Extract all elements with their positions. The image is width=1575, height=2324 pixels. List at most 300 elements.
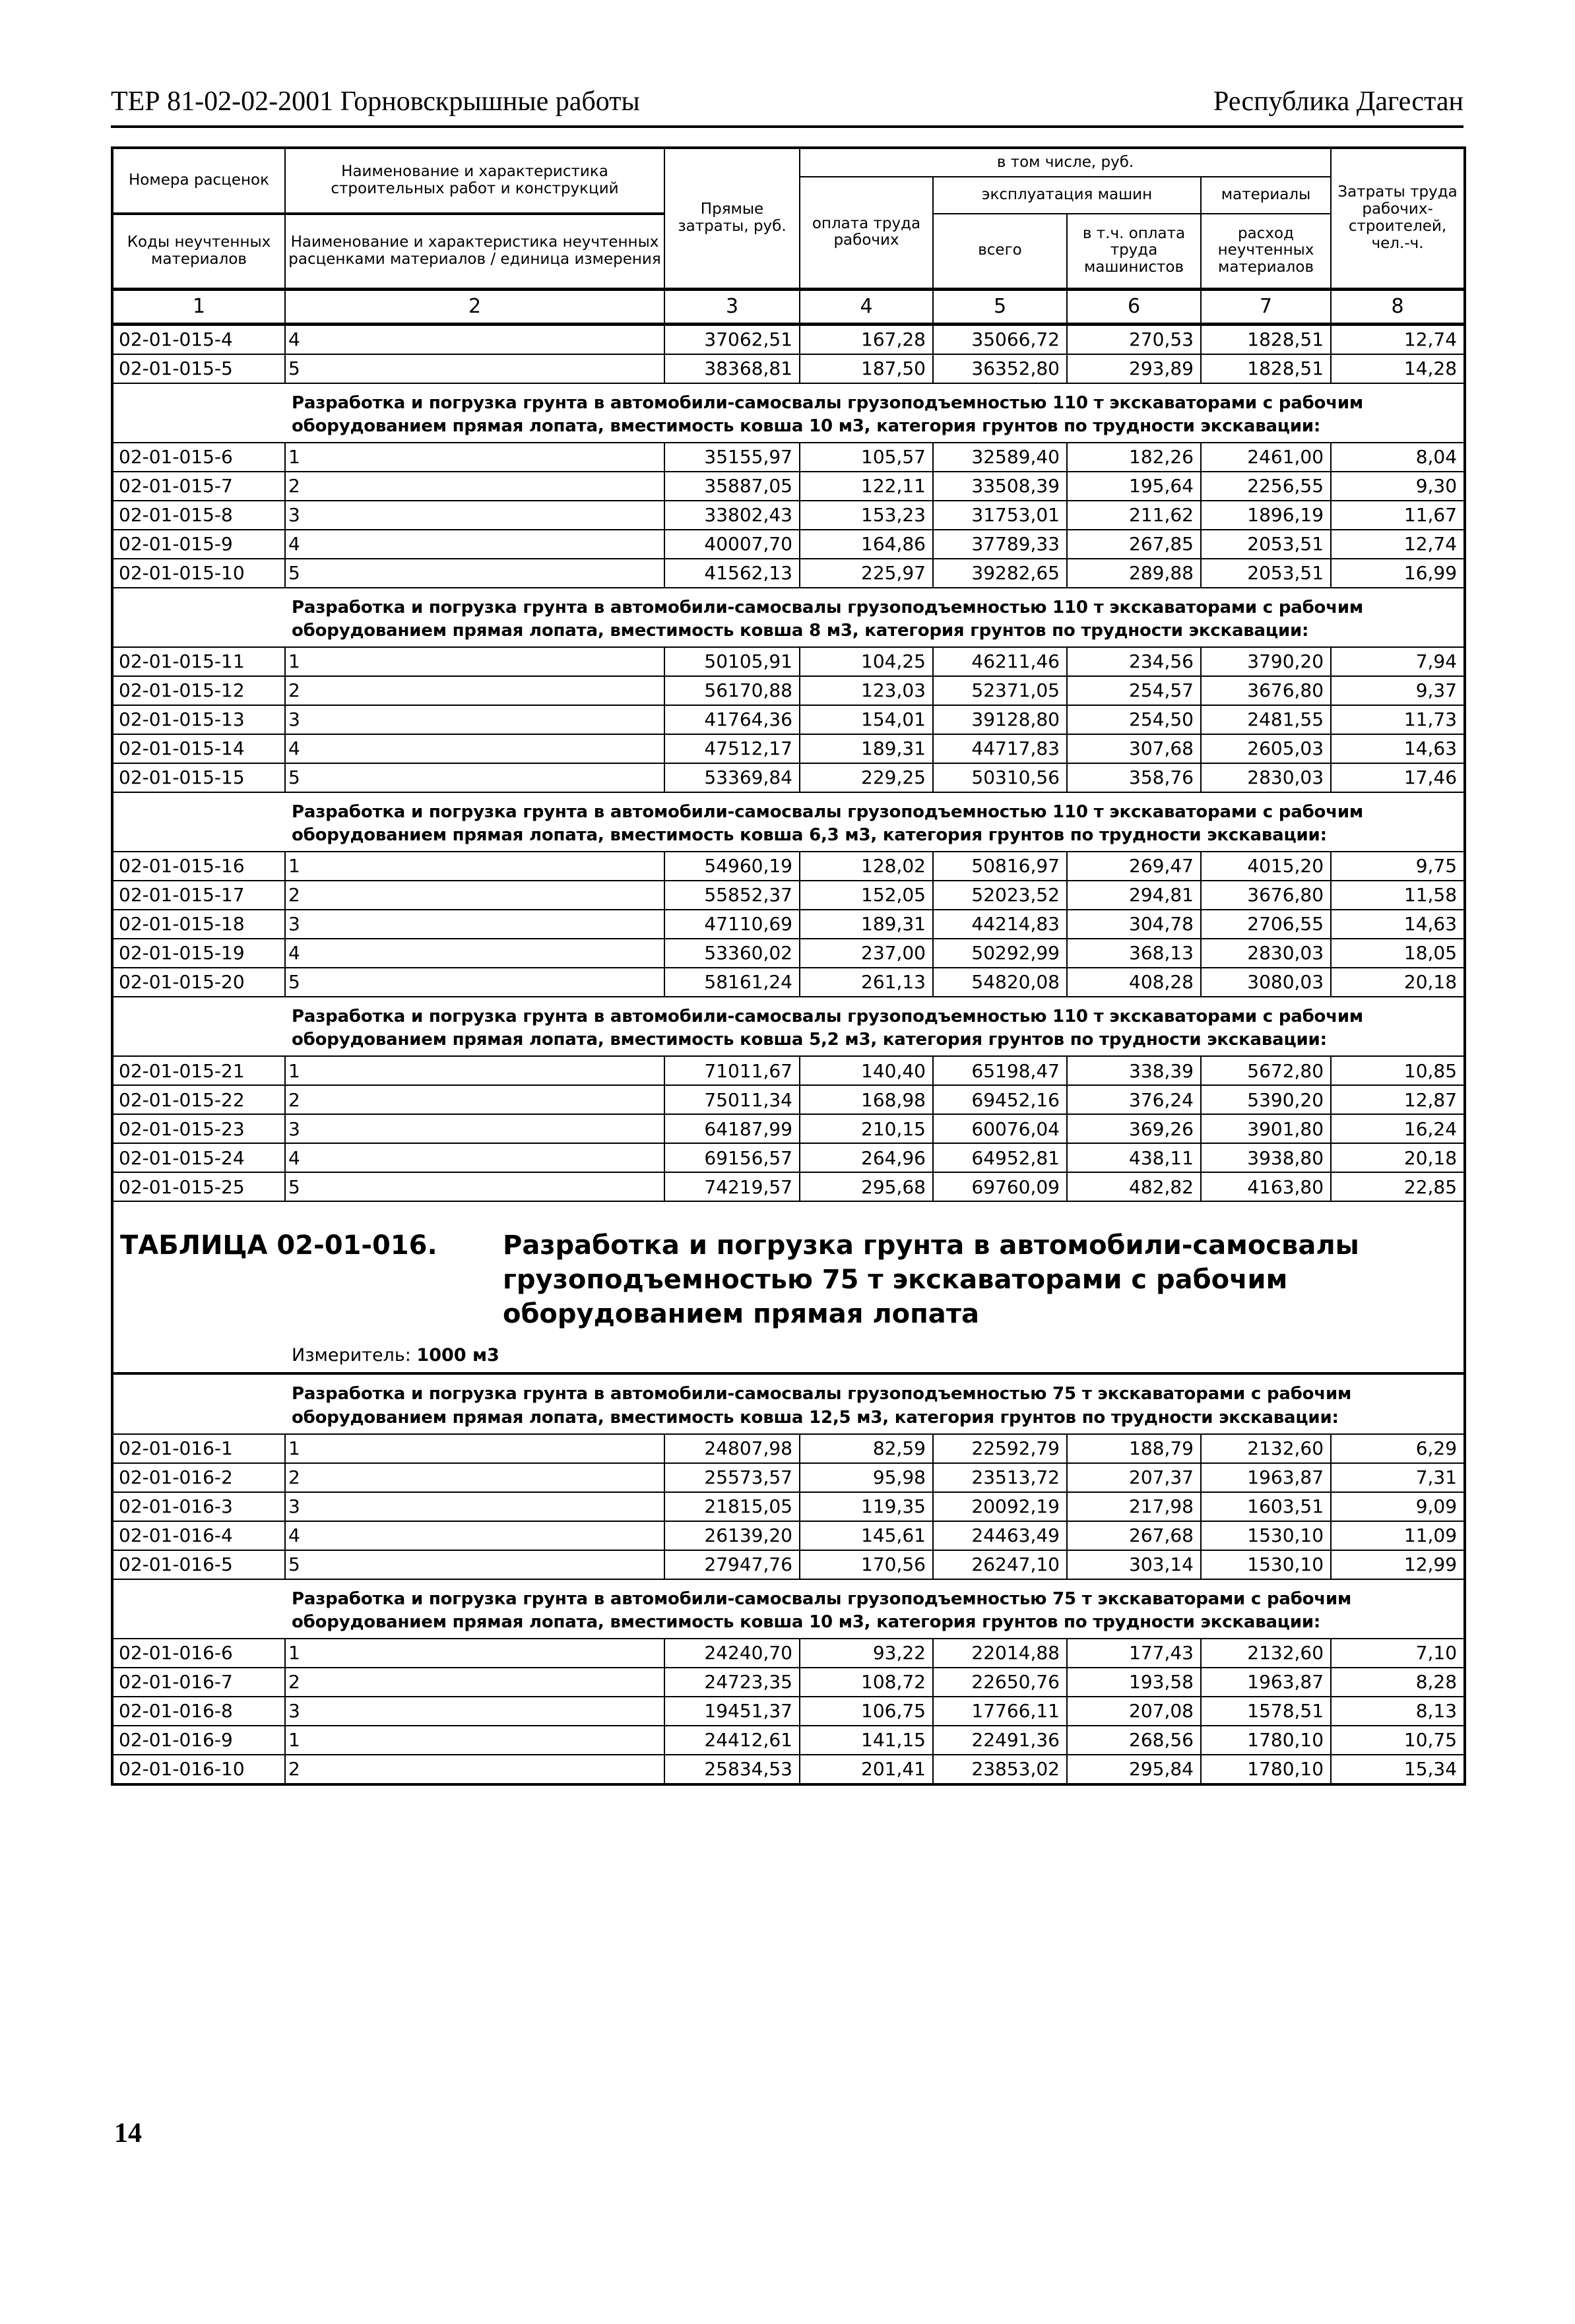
labor-hours-cell: 20,18 <box>1331 1143 1465 1172</box>
rate-code-cell: 02-01-016-5 <box>112 1550 285 1579</box>
rate-code-cell: 02-01-015-25 <box>112 1172 285 1201</box>
machinist-pay-cell: 438,11 <box>1067 1143 1201 1172</box>
table-row <box>112 1755 1465 1784</box>
machines-total-cell: 23853,02 <box>933 1755 1067 1784</box>
section-header <box>112 383 1465 443</box>
machinist-pay-cell: 338,39 <box>1067 1056 1201 1085</box>
machines-total-cell: 44717,83 <box>933 734 1067 763</box>
rate-code-cell: 02-01-015-23 <box>112 1114 285 1143</box>
direct-costs-cell: 24807,98 <box>664 1434 800 1463</box>
rate-code-cell: 02-01-016-8 <box>112 1697 285 1726</box>
rate-code-cell: 02-01-016-3 <box>112 1492 285 1521</box>
direct-costs-cell: 47110,69 <box>664 910 800 939</box>
variant-cell: 2 <box>285 881 664 910</box>
machinist-pay-cell: 177,43 <box>1067 1639 1201 1668</box>
header-worker-pay: оплата труда рабочих <box>800 177 933 289</box>
machinist-pay-cell: 182,26 <box>1067 443 1201 472</box>
worker-pay-cell: 167,28 <box>800 324 933 354</box>
worker-pay-cell: 153,23 <box>800 501 933 530</box>
table-row <box>112 1143 1465 1172</box>
machinist-pay-cell: 289,88 <box>1067 559 1201 588</box>
table-row <box>112 1172 1465 1201</box>
machines-total-cell: 37789,33 <box>933 530 1067 559</box>
rate-code-cell: 02-01-015-24 <box>112 1143 285 1172</box>
variant-cell: 4 <box>285 530 664 559</box>
labor-hours-cell: 11,58 <box>1331 881 1465 910</box>
material-consumption-cell: 2132,60 <box>1201 1639 1331 1668</box>
table-row <box>112 1726 1465 1755</box>
worker-pay-cell: 128,02 <box>800 852 933 881</box>
header-machinist-pay: в т.ч. оплата труда машинистов <box>1067 214 1201 289</box>
worker-pay-cell: 164,86 <box>800 530 933 559</box>
section-header <box>112 1579 1465 1639</box>
table-body <box>112 324 1465 1784</box>
measure-label: Измеритель: <box>292 1345 411 1366</box>
header-material-name: Наименование и характеристика неучтенных расценками материалов / единица измерения <box>285 214 664 289</box>
direct-costs-cell: 64187,99 <box>664 1114 800 1143</box>
machinist-pay-cell: 368,13 <box>1067 939 1201 968</box>
variant-cell: 5 <box>285 559 664 588</box>
material-consumption-cell: 1780,10 <box>1201 1755 1331 1784</box>
section-header <box>112 1373 1465 1433</box>
worker-pay-cell: 154,01 <box>800 705 933 734</box>
material-consumption-cell: 2481,55 <box>1201 705 1331 734</box>
table-row <box>112 530 1465 559</box>
machines-total-cell: 22592,79 <box>933 1434 1067 1463</box>
table-row <box>112 472 1465 501</box>
worker-pay-cell: 95,98 <box>800 1463 933 1492</box>
material-consumption-cell: 3901,80 <box>1201 1114 1331 1143</box>
worker-pay-cell: 237,00 <box>800 939 933 968</box>
material-consumption-cell: 5672,80 <box>1201 1056 1331 1085</box>
machinist-pay-cell: 193,58 <box>1067 1668 1201 1697</box>
machinist-pay-cell: 195,64 <box>1067 472 1201 501</box>
direct-costs-cell: 53369,84 <box>664 763 800 792</box>
rate-code-cell: 02-01-015-19 <box>112 939 285 968</box>
machinist-pay-cell: 293,89 <box>1067 354 1201 383</box>
material-consumption-cell: 1963,87 <box>1201 1463 1331 1492</box>
labor-hours-cell: 9,09 <box>1331 1492 1465 1521</box>
col-num-7: 7 <box>1201 289 1331 324</box>
worker-pay-cell: 201,41 <box>800 1755 933 1784</box>
rate-code-cell: 02-01-016-4 <box>112 1521 285 1550</box>
labor-hours-cell: 6,29 <box>1331 1434 1465 1463</box>
column-numbers-row <box>112 289 1465 324</box>
machines-total-cell: 69452,16 <box>933 1085 1067 1114</box>
machines-total-cell: 39282,65 <box>933 559 1067 588</box>
worker-pay-cell: 106,75 <box>800 1697 933 1726</box>
machines-total-cell: 44214,83 <box>933 910 1067 939</box>
rate-code-cell: 02-01-015-11 <box>112 647 285 676</box>
rate-code-cell: 02-01-015-5 <box>112 354 285 383</box>
direct-costs-cell: 54960,19 <box>664 852 800 881</box>
variant-cell: 1 <box>285 1056 664 1085</box>
col-num-6: 6 <box>1067 289 1201 324</box>
rate-code-cell: 02-01-015-18 <box>112 910 285 939</box>
labor-hours-cell: 11,67 <box>1331 501 1465 530</box>
table-row <box>112 559 1465 588</box>
machinist-pay-cell: 267,85 <box>1067 530 1201 559</box>
table-row <box>112 443 1465 472</box>
machinist-pay-cell: 207,37 <box>1067 1463 1201 1492</box>
machines-total-cell: 52023,52 <box>933 881 1067 910</box>
variant-cell: 2 <box>285 472 664 501</box>
material-consumption-cell: 1896,19 <box>1201 501 1331 530</box>
rate-code-cell: 02-01-015-9 <box>112 530 285 559</box>
section-description: Разработка и погрузка грунта в автомобили-самосвалы грузоподъемностью 75 т экскаваторами с рабочим оборудованием прямая лопата, вместимость ковша 10 м3, категория грунтов по трудности экскавации: <box>285 1579 1465 1639</box>
table-row <box>112 939 1465 968</box>
machines-total-cell: 50310,56 <box>933 763 1067 792</box>
material-consumption-cell: 2461,00 <box>1201 443 1331 472</box>
machinist-pay-cell: 294,81 <box>1067 881 1201 910</box>
direct-costs-cell: 74219,57 <box>664 1172 800 1201</box>
table-row <box>112 881 1465 910</box>
variant-cell: 4 <box>285 939 664 968</box>
header-including: в том числе, руб. <box>800 148 1331 177</box>
table-row <box>112 1521 1465 1550</box>
machines-total-cell: 22014,88 <box>933 1639 1067 1668</box>
rate-code-cell: 02-01-015-15 <box>112 763 285 792</box>
machines-total-cell: 50816,97 <box>933 852 1067 881</box>
material-consumption-cell: 3676,80 <box>1201 881 1331 910</box>
worker-pay-cell: 295,68 <box>800 1172 933 1201</box>
table-row <box>112 734 1465 763</box>
header-labor-hours: Затраты труда рабочих-строителей, чел.-ч. <box>1331 148 1465 289</box>
labor-hours-cell: 12,74 <box>1331 530 1465 559</box>
table-header <box>112 148 1465 324</box>
labor-hours-cell: 14,28 <box>1331 354 1465 383</box>
col-num-8: 8 <box>1331 289 1465 324</box>
worker-pay-cell: 264,96 <box>800 1143 933 1172</box>
machines-total-cell: 64952,81 <box>933 1143 1067 1172</box>
direct-costs-cell: 69156,57 <box>664 1143 800 1172</box>
variant-cell: 2 <box>285 1755 664 1784</box>
machines-total-cell: 23513,72 <box>933 1463 1067 1492</box>
rate-code-cell: 02-01-016-10 <box>112 1755 285 1784</box>
variant-cell: 1 <box>285 852 664 881</box>
material-consumption-cell: 2053,51 <box>1201 530 1331 559</box>
header-direct-costs: Прямые затраты, руб. <box>664 148 800 289</box>
material-consumption-cell: 3080,03 <box>1201 968 1331 997</box>
rates-table <box>111 146 1466 1786</box>
material-consumption-cell: 1603,51 <box>1201 1492 1331 1521</box>
material-consumption-cell: 2256,55 <box>1201 472 1331 501</box>
direct-costs-cell: 24412,61 <box>664 1726 800 1755</box>
material-consumption-cell: 3676,80 <box>1201 676 1331 705</box>
header-material-consumption: расход неучтенных материалов <box>1201 214 1331 289</box>
machinist-pay-cell: 408,28 <box>1067 968 1201 997</box>
material-consumption-cell: 3790,20 <box>1201 647 1331 676</box>
material-consumption-cell: 1780,10 <box>1201 1726 1331 1755</box>
section-spacer <box>112 383 285 443</box>
section-spacer <box>112 792 285 852</box>
direct-costs-cell: 55852,37 <box>664 881 800 910</box>
labor-hours-cell: 11,73 <box>1331 705 1465 734</box>
direct-costs-cell: 56170,88 <box>664 676 800 705</box>
table-row <box>112 1056 1465 1085</box>
labor-hours-cell: 8,28 <box>1331 1668 1465 1697</box>
variant-cell: 4 <box>285 1521 664 1550</box>
material-consumption-cell: 2132,60 <box>1201 1434 1331 1463</box>
rate-code-cell: 02-01-015-6 <box>112 443 285 472</box>
direct-costs-cell: 37062,51 <box>664 324 800 354</box>
rate-code-cell: 02-01-015-20 <box>112 968 285 997</box>
machines-total-cell: 22650,76 <box>933 1668 1067 1697</box>
machines-total-cell: 33508,39 <box>933 472 1067 501</box>
material-consumption-cell: 1963,87 <box>1201 1668 1331 1697</box>
worker-pay-cell: 229,25 <box>800 763 933 792</box>
region-name: Республика Дагестан <box>1213 86 1463 117</box>
table-row <box>112 676 1465 705</box>
material-consumption-cell: 2605,03 <box>1201 734 1331 763</box>
worker-pay-cell: 82,59 <box>800 1434 933 1463</box>
direct-costs-cell: 19451,37 <box>664 1697 800 1726</box>
machinist-pay-cell: 269,47 <box>1067 852 1201 881</box>
labor-hours-cell: 20,18 <box>1331 968 1465 997</box>
machinist-pay-cell: 188,79 <box>1067 1434 1201 1463</box>
table-row <box>112 910 1465 939</box>
machines-total-cell: 52371,05 <box>933 676 1067 705</box>
header-materials: материалы <box>1201 177 1331 214</box>
machinist-pay-cell: 270,53 <box>1067 324 1201 354</box>
variant-cell: 5 <box>285 968 664 997</box>
rate-code-cell: 02-01-016-1 <box>112 1434 285 1463</box>
rate-code-cell: 02-01-016-9 <box>112 1726 285 1755</box>
labor-hours-cell: 22,85 <box>1331 1172 1465 1201</box>
col-num-5: 5 <box>933 289 1067 324</box>
labor-hours-cell: 9,75 <box>1331 852 1465 881</box>
section-spacer <box>112 1579 285 1639</box>
machinist-pay-cell: 304,78 <box>1067 910 1201 939</box>
labor-hours-cell: 7,10 <box>1331 1639 1465 1668</box>
labor-hours-cell: 10,75 <box>1331 1726 1465 1755</box>
worker-pay-cell: 145,61 <box>800 1521 933 1550</box>
labor-hours-cell: 11,09 <box>1331 1521 1465 1550</box>
variant-cell: 1 <box>285 1639 664 1668</box>
page-number: 14 <box>114 2118 142 2149</box>
machines-total-cell: 46211,46 <box>933 647 1067 676</box>
labor-hours-cell: 15,34 <box>1331 1755 1465 1784</box>
machinist-pay-cell: 268,56 <box>1067 1726 1201 1755</box>
table-number: ТАБЛИЦА 02-01-016. <box>120 1230 437 1261</box>
material-consumption-cell: 1530,10 <box>1201 1550 1331 1579</box>
variant-cell: 3 <box>285 501 664 530</box>
table-row <box>112 852 1465 881</box>
measure-value: 1000 м3 <box>416 1345 499 1366</box>
table-row <box>112 1639 1465 1668</box>
direct-costs-cell: 25834,53 <box>664 1755 800 1784</box>
table-title-row <box>112 1201 1465 1373</box>
machinist-pay-cell: 369,26 <box>1067 1114 1201 1143</box>
variant-cell: 3 <box>285 910 664 939</box>
material-consumption-cell: 5390,20 <box>1201 1085 1331 1114</box>
material-consumption-cell: 2830,03 <box>1201 763 1331 792</box>
machines-total-cell: 31753,01 <box>933 501 1067 530</box>
direct-costs-cell: 50105,91 <box>664 647 800 676</box>
labor-hours-cell: 14,63 <box>1331 910 1465 939</box>
worker-pay-cell: 168,98 <box>800 1085 933 1114</box>
header-rate-numbers: Номера расценок <box>112 148 285 214</box>
rate-code-cell: 02-01-015-14 <box>112 734 285 763</box>
direct-costs-cell: 38368,81 <box>664 354 800 383</box>
table-row <box>112 763 1465 792</box>
variant-cell: 2 <box>285 1668 664 1697</box>
variant-cell: 1 <box>285 443 664 472</box>
rate-code-cell: 02-01-015-4 <box>112 324 285 354</box>
machinist-pay-cell: 217,98 <box>1067 1492 1201 1521</box>
direct-costs-cell: 21815,05 <box>664 1492 800 1521</box>
machines-total-cell: 65198,47 <box>933 1056 1067 1085</box>
machinist-pay-cell: 254,50 <box>1067 705 1201 734</box>
col-num-3: 3 <box>664 289 800 324</box>
section-description: Разработка и погрузка грунта в автомобили-самосвалы грузоподъемностью 110 т экскаваторами с рабочим оборудованием прямая лопата, вместимость ковша 5,2 м3, категория грунтов по трудности экскавации: <box>285 997 1465 1056</box>
machinist-pay-cell: 376,24 <box>1067 1085 1201 1114</box>
material-consumption-cell: 1828,51 <box>1201 354 1331 383</box>
variant-cell: 1 <box>285 1726 664 1755</box>
machinist-pay-cell: 482,82 <box>1067 1172 1201 1201</box>
labor-hours-cell: 14,63 <box>1331 734 1465 763</box>
section-header <box>112 997 1465 1056</box>
variant-cell: 4 <box>285 734 664 763</box>
table-title <box>120 1228 1458 1331</box>
header-machine-operation: эксплуатация машин <box>933 177 1201 214</box>
machinist-pay-cell: 307,68 <box>1067 734 1201 763</box>
table-row <box>112 1550 1465 1579</box>
variant-cell: 5 <box>285 1172 664 1201</box>
machines-total-cell: 35066,72 <box>933 324 1067 354</box>
material-consumption-cell: 1828,51 <box>1201 324 1331 354</box>
worker-pay-cell: 187,50 <box>800 354 933 383</box>
header-work-name: Наименование и характеристика строительных работ и конструкций <box>285 148 664 214</box>
material-consumption-cell: 4015,20 <box>1201 852 1331 881</box>
labor-hours-cell: 7,94 <box>1331 647 1465 676</box>
direct-costs-cell: 25573,57 <box>664 1463 800 1492</box>
labor-hours-cell: 9,37 <box>1331 676 1465 705</box>
labor-hours-cell: 17,46 <box>1331 763 1465 792</box>
direct-costs-cell: 41764,36 <box>664 705 800 734</box>
section-description: Разработка и погрузка грунта в автомобили-самосвалы грузоподъемностью 110 т экскаваторами с рабочим оборудованием прямая лопата, вместимость ковша 8 м3, категория грунтов по трудности экскавации: <box>285 588 1465 647</box>
variant-cell: 2 <box>285 676 664 705</box>
rate-code-cell: 02-01-016-7 <box>112 1668 285 1697</box>
worker-pay-cell: 189,31 <box>800 734 933 763</box>
rate-code-cell: 02-01-015-12 <box>112 676 285 705</box>
table-title-text: Разработка и погрузка грунта в автомобили-самосвалы грузоподъемностью 75 т экскаваторами с рабочим оборудованием прямая лопата <box>503 1230 1359 1330</box>
rate-code-cell: 02-01-015-22 <box>112 1085 285 1114</box>
machines-total-cell: 36352,80 <box>933 354 1067 383</box>
labor-hours-cell: 16,99 <box>1331 559 1465 588</box>
worker-pay-cell: 225,97 <box>800 559 933 588</box>
worker-pay-cell: 108,72 <box>800 1668 933 1697</box>
rate-code-cell: 02-01-015-16 <box>112 852 285 881</box>
page-header <box>111 79 1463 128</box>
labor-hours-cell: 9,30 <box>1331 472 1465 501</box>
direct-costs-cell: 75011,34 <box>664 1085 800 1114</box>
col-num-2: 2 <box>285 289 664 324</box>
direct-costs-cell: 26139,20 <box>664 1521 800 1550</box>
table-row <box>112 1434 1465 1463</box>
section-header <box>112 792 1465 852</box>
machinist-pay-cell: 358,76 <box>1067 763 1201 792</box>
material-consumption-cell: 2830,03 <box>1201 939 1331 968</box>
labor-hours-cell: 7,31 <box>1331 1463 1465 1492</box>
machines-total-cell: 24463,49 <box>933 1521 1067 1550</box>
material-consumption-cell: 1578,51 <box>1201 1697 1331 1726</box>
document-title: ТЕР 81-02-02-2001 Горновскрышные работы <box>111 86 640 117</box>
labor-hours-cell: 12,74 <box>1331 324 1465 354</box>
worker-pay-cell: 119,35 <box>800 1492 933 1521</box>
material-consumption-cell: 3938,80 <box>1201 1143 1331 1172</box>
worker-pay-cell: 152,05 <box>800 881 933 910</box>
direct-costs-cell: 71011,67 <box>664 1056 800 1085</box>
variant-cell: 1 <box>285 1434 664 1463</box>
direct-costs-cell: 47512,17 <box>664 734 800 763</box>
rate-code-cell: 02-01-015-17 <box>112 881 285 910</box>
machines-total-cell: 39128,80 <box>933 705 1067 734</box>
machines-total-cell: 26247,10 <box>933 1550 1067 1579</box>
machines-total-cell: 54820,08 <box>933 968 1067 997</box>
table-row <box>112 1114 1465 1143</box>
direct-costs-cell: 35887,05 <box>664 472 800 501</box>
section-spacer <box>112 1373 285 1433</box>
variant-cell: 2 <box>285 1463 664 1492</box>
variant-cell: 3 <box>285 1492 664 1521</box>
machinist-pay-cell: 295,84 <box>1067 1755 1201 1784</box>
worker-pay-cell: 123,03 <box>800 676 933 705</box>
direct-costs-cell: 41562,13 <box>664 559 800 588</box>
worker-pay-cell: 261,13 <box>800 968 933 997</box>
rate-code-cell: 02-01-016-6 <box>112 1639 285 1668</box>
table-row <box>112 354 1465 383</box>
machines-total-cell: 50292,99 <box>933 939 1067 968</box>
machinist-pay-cell: 207,08 <box>1067 1697 1201 1726</box>
machinist-pay-cell: 234,56 <box>1067 647 1201 676</box>
worker-pay-cell: 210,15 <box>800 1114 933 1143</box>
rate-code-cell: 02-01-015-10 <box>112 559 285 588</box>
header-machines-total: всего <box>933 214 1067 289</box>
worker-pay-cell: 189,31 <box>800 910 933 939</box>
col-num-1: 1 <box>112 289 285 324</box>
variant-cell: 4 <box>285 324 664 354</box>
section-description: Разработка и погрузка грунта в автомобили-самосвалы грузоподъемностью 75 т экскаваторами с рабочим оборудованием прямая лопата, вместимость ковша 12,5 м3, категория грунтов по трудности экскавации: <box>285 1373 1465 1433</box>
variant-cell: 4 <box>285 1143 664 1172</box>
material-consumption-cell: 4163,80 <box>1201 1172 1331 1201</box>
direct-costs-cell: 27947,76 <box>664 1550 800 1579</box>
rate-code-cell: 02-01-015-13 <box>112 705 285 734</box>
col-num-4: 4 <box>800 289 933 324</box>
table-row <box>112 1463 1465 1492</box>
section-header <box>112 588 1465 647</box>
table-row <box>112 1697 1465 1726</box>
table-row <box>112 1085 1465 1114</box>
header-material-codes: Коды неучтенных материалов <box>112 214 285 289</box>
machines-total-cell: 60076,04 <box>933 1114 1067 1143</box>
variant-cell: 1 <box>285 647 664 676</box>
table-row <box>112 1492 1465 1521</box>
labor-hours-cell: 12,87 <box>1331 1085 1465 1114</box>
material-consumption-cell: 2053,51 <box>1201 559 1331 588</box>
labor-hours-cell: 12,99 <box>1331 1550 1465 1579</box>
direct-costs-cell: 58161,24 <box>664 968 800 997</box>
measure-unit <box>292 1346 1458 1366</box>
direct-costs-cell: 24240,70 <box>664 1639 800 1668</box>
worker-pay-cell: 105,57 <box>800 443 933 472</box>
direct-costs-cell: 53360,02 <box>664 939 800 968</box>
labor-hours-cell: 8,13 <box>1331 1697 1465 1726</box>
table-row <box>112 647 1465 676</box>
variant-cell: 3 <box>285 1114 664 1143</box>
worker-pay-cell: 140,40 <box>800 1056 933 1085</box>
rate-code-cell: 02-01-016-2 <box>112 1463 285 1492</box>
